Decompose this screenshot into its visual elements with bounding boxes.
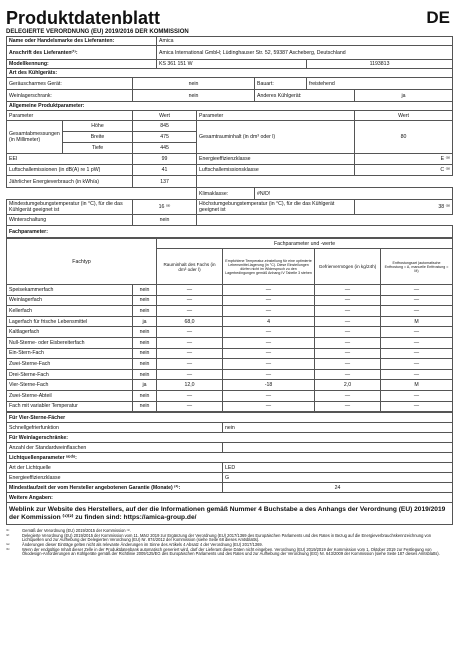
energy-class-label: Energieeffizienzklasse [197, 154, 355, 165]
height-label: Höhe [63, 121, 133, 132]
winter-row [7, 215, 453, 226]
compartment-present: nein [133, 306, 157, 317]
compartment-present: nein [133, 390, 157, 401]
compartment-section-title: Fachparameter: [7, 226, 453, 238]
compartment-row [7, 306, 453, 317]
other-label: Anderes Kühlgerät: [255, 90, 355, 102]
more-info-label: Weitere Angaben: [7, 493, 453, 503]
light-class-row [7, 473, 453, 483]
page-title: Produktdatenblatt [6, 8, 161, 28]
volume-value: 80 [355, 121, 453, 154]
winter-value: nein [133, 215, 197, 226]
compartment-defrost-type: — [381, 348, 453, 359]
compartment-type-header: Fachtyp [7, 239, 157, 285]
height-row [7, 121, 453, 132]
footnote-text: Delegierte Verordnung (EU) 2019/2015 der Kommission vom 11. März 2019 zur Ergänzung der Verordnung (EU) 2017/1369 des Europäischen Parlaments und des Rates in Bezug auf die Energieverbrauchskennzeichnung von Lichtquellen und zur Aufhebung der Delegierten Verordnung (EU) Nr. 874/2012 der Kommission (siehe Seite 68 dieses Amtsblatts). [22, 532, 432, 543]
compartment-temperature: 4 [223, 316, 315, 327]
compartment-name: Vier-Sterne-Fach [7, 380, 133, 391]
noise-class-value: C ⁽ᵃ⁾ [355, 165, 453, 176]
general-section-title: Allgemeine Produktparameter: [7, 102, 453, 111]
compartment-temperature: — [223, 369, 315, 380]
compartment-row [7, 285, 453, 296]
compartment-temperature: — [223, 337, 315, 348]
compartment-name: Kellerfach [7, 306, 133, 317]
bottle-count-label: Anzahl der Standardweinflaschen [7, 443, 223, 453]
value-header-2: Wert [355, 111, 453, 121]
bottle-count-row [7, 443, 453, 453]
min-temp-label: Mindestumgebungstemperatur (in °C), für die das Kühlgerät geeignet ist [7, 200, 133, 215]
compartment-defrost-type: M [381, 316, 453, 327]
climate-label: Klimaklasse: [197, 188, 255, 200]
compartment-volume: — [157, 285, 223, 296]
compartment-present: nein [133, 348, 157, 359]
four-star-section-title: Für Vier-Sterne-Fächer [7, 413, 453, 423]
climate-row-empty [7, 188, 197, 200]
winter-label: Winterschaltung [7, 215, 133, 226]
compartment-name: Weinlagerfach [7, 295, 133, 306]
compartment-temperature: — [223, 285, 315, 296]
compartment-defrost-type: — [381, 401, 453, 412]
climate-row [7, 188, 453, 200]
compartment-freezing-capacity: — [315, 306, 381, 317]
type-section-row [7, 69, 453, 78]
compartment-present: ja [133, 380, 157, 391]
compartment-section-row [7, 226, 453, 238]
compartment-freezing-capacity: — [315, 401, 381, 412]
light-section-title: Lichtquellenparameter ⁽ᵃ⁾⁽ᵇ⁾: [7, 453, 453, 463]
height-value: 845 [133, 121, 197, 132]
footnote-marker: ⁽¹⁾ [6, 528, 10, 534]
wine-section-row [7, 433, 453, 443]
compartment-defrost-type: M [381, 380, 453, 391]
max-temp-label: Höchstumgebungstemperatur (in °C), für die das Kühlgerät geeignet ist [197, 200, 355, 215]
noise-value: 41 [133, 165, 197, 176]
compartment-present: nein [133, 401, 157, 412]
quick-freeze-row [7, 423, 453, 433]
supplier-name-value: Amica [157, 37, 453, 46]
regulation-subtitle: DELEGIERTE VERORDNUNG (EU) 2019/2016 DER KOMMISSION [6, 29, 189, 35]
model-row [7, 60, 453, 69]
language-code: DE [426, 8, 450, 27]
wine-section-title: Für Weinlagerschränke: [7, 433, 453, 443]
light-section-row [7, 453, 453, 463]
weblink-row [7, 503, 453, 525]
param-header: Parameter [7, 111, 133, 121]
compartment-volume: — [157, 390, 223, 401]
noise-label: Luftschallemissionen (in dB(A) re 1 pW) [7, 165, 133, 176]
depth-label: Tiefe [63, 143, 133, 154]
supplier-address-value: Amica International GmbH; Lüdinghauser Str. 52, 59387 Ascheberg, Deutschland [157, 46, 453, 60]
footnotes [6, 529, 452, 557]
compartment-freeze-header: Gefriervermögen (in kg/24h) [315, 249, 381, 285]
compartment-group-header-row [7, 239, 453, 249]
four-star-section-row [7, 413, 453, 423]
more-info-row [7, 493, 453, 503]
eei-row [7, 154, 453, 165]
compartment-freezing-capacity: — [315, 359, 381, 370]
footnote-text: Gemäß der Verordnung (EU) 2019/2015 der Kommission ⁽¹⁾. [22, 528, 132, 534]
compartment-name: Speisekammerfach [7, 285, 133, 296]
compartment-temperature: — [223, 401, 315, 412]
compartment-row [7, 401, 453, 412]
model-label: Modellkennung: [7, 60, 157, 69]
width-value: 475 [133, 132, 197, 143]
energy-class-value: E ⁽ᵃ⁾ [355, 154, 453, 165]
compartment-temperature: — [223, 359, 315, 370]
compartment-row [7, 327, 453, 338]
compartment-row [7, 337, 453, 348]
energy-row-empty [197, 176, 453, 188]
compartment-freezing-capacity: — [315, 337, 381, 348]
compartment-table [6, 238, 453, 412]
footnote-marker: ⁽ᵇ⁾ [6, 546, 10, 552]
compartment-freezing-capacity: — [315, 316, 381, 327]
value-header: Wert [133, 111, 197, 121]
compartment-volume-header: Rauminhalt des Fachs (in dm³ oder l) [157, 249, 223, 285]
compartment-row [7, 348, 453, 359]
width-label: Breite [63, 132, 133, 143]
compartment-freezing-capacity: — [315, 348, 381, 359]
compartment-defrost-type: — [381, 337, 453, 348]
compartment-volume: — [157, 359, 223, 370]
guarantee-row [7, 483, 453, 493]
bottle-count-value [223, 443, 453, 453]
compartment-volume: — [157, 348, 223, 359]
product-datasheet [6, 8, 452, 557]
compartment-present: nein [133, 337, 157, 348]
light-class-label: Energieeffizienzklasse [7, 473, 223, 483]
compartment-temperature: — [223, 390, 315, 401]
guarantee-label: Mindestlaufzeit der vom Hersteller angebotenen Garantie (Monate) ⁽²⁾: [7, 483, 223, 493]
supplier-address-row [7, 46, 453, 60]
compartment-defrost-type: — [381, 295, 453, 306]
depth-value: 445 [133, 143, 197, 154]
compartment-row [7, 369, 453, 380]
design-label: Bauart: [255, 78, 307, 90]
compartment-temperature: -18 [223, 380, 315, 391]
footnote-marker: ⁽ᵃ⁾ [6, 541, 10, 547]
noise-class-label: Luftschallemissionsklasse [197, 165, 355, 176]
compartment-freezing-capacity: — [315, 327, 381, 338]
compartment-row [7, 359, 453, 370]
compartment-present: nein [133, 285, 157, 296]
min-temp-value: 16 ⁽ᵃ⁾ [133, 200, 197, 215]
quiet-label: Geräuscharmes Gerät: [7, 78, 133, 90]
wine-cabinet-row [7, 90, 453, 102]
compartment-row [7, 390, 453, 401]
energy-row [7, 176, 453, 188]
compartment-volume: — [157, 327, 223, 338]
light-type-value: LED [223, 463, 453, 473]
compartment-name: Lagerfach für frische Lebensmittel [7, 316, 133, 327]
compartment-defrost-header: Entfrostungsart (automatische Entfrostung = A, manuelle Entfrostung = M) [381, 249, 453, 285]
footnote-text: Wenn der endgültige Inhalt dieser Zelle in der Produktdatenbank automatisch generiert wird, darf der Lieferant diese Daten nicht eingeben. Verordnung (EU) 2019/2019 der Kommission vom 1. Oktober 2019 zur Festlegung von Ökodesign-Anforderungen an Kühlgeräte gemäß der Richtlinie 2009/125/EG des Europäischen Parlaments und des Rates und zur Aufhebung der Verordnung (EG) Nr. 643/2009 der Kommission (siehe Seite 187 dieses Amtsblatts). [22, 546, 440, 557]
model-value: KS 361 151 W [157, 60, 307, 69]
winter-row-empty [197, 215, 453, 226]
footnote [6, 548, 452, 557]
max-temp-value: 38 ⁽ᵃ⁾ [355, 200, 453, 215]
light-type-row [7, 463, 453, 473]
compartment-temp-header: Empfohlene Temperatur-einstellung für eine optimierte Lebensmittel-lagerung (in °C). Diese Einstellungen dürfen nicht im Widerspruch zu den Lagerbedingungen gemäß Anhang IV Tabelle 3 stehen [223, 249, 315, 285]
compartment-freezing-capacity: — [315, 285, 381, 296]
datasheet-table-top [6, 36, 453, 238]
eei-label: EEI [7, 154, 133, 165]
compartment-row [7, 380, 453, 391]
guarantee-value: 24 [223, 483, 453, 493]
design-value: freistehend [307, 78, 453, 90]
energy-label: Jährlicher Energieverbrauch (in kWh/a) [7, 176, 133, 188]
compartment-defrost-type: — [381, 327, 453, 338]
compartment-name: Zwei-Sterne-Fach [7, 359, 133, 370]
type-section-title: Art des Kühlgeräts: [7, 69, 453, 78]
compartment-rows [7, 285, 453, 412]
compartment-freezing-capacity: — [315, 295, 381, 306]
header [6, 8, 452, 34]
other-value: ja [355, 90, 453, 102]
supplier-name-label: Name oder Handelsmarke des Lieferanten: [7, 37, 157, 46]
compartment-row [7, 316, 453, 327]
compartment-present: nein [133, 295, 157, 306]
compartment-name: Null-Sterne- oder Eisbereiterfach [7, 337, 133, 348]
wine-value: nein [133, 90, 255, 102]
temperature-row [7, 200, 453, 215]
compartment-defrost-type: — [381, 359, 453, 370]
compartment-temperature: — [223, 295, 315, 306]
compartment-present: ja [133, 316, 157, 327]
compartment-present: nein [133, 327, 157, 338]
footnote-text: Änderungen dieser Einträge gelten nicht als relevante Änderungen im Sinne des Artikels 4 Absatz 4 der Verordnung (EU) 2017/1369. [22, 541, 263, 547]
light-class-value: G [223, 473, 453, 483]
eei-value: 99 [133, 154, 197, 165]
compartment-name: Zwei-Sterne-Abteil [7, 390, 133, 401]
general-header-row [7, 111, 453, 121]
param-header-2: Parameter [197, 111, 355, 121]
model-number: 1193813 [307, 60, 453, 69]
footnote-marker: ⁽²⁾ [6, 532, 10, 538]
compartment-volume: — [157, 306, 223, 317]
supplier-name-row [7, 37, 453, 46]
compartment-row [7, 295, 453, 306]
compartment-defrost-type: — [381, 369, 453, 380]
compartment-name: Drei-Sterne-Fach [7, 369, 133, 380]
compartment-name: Kaltlagerfach [7, 327, 133, 338]
wine-label: Weinlagerschrank: [7, 90, 133, 102]
compartment-defrost-type: — [381, 306, 453, 317]
quick-freeze-value: nein [223, 423, 453, 433]
noise-row [7, 165, 453, 176]
compartment-volume: — [157, 401, 223, 412]
energy-value: 137 [133, 176, 197, 188]
compartment-volume: 12,0 [157, 380, 223, 391]
compartment-name: Fach mit variabler Temperatur [7, 401, 133, 412]
compartment-temperature: — [223, 327, 315, 338]
compartment-volume: — [157, 295, 223, 306]
light-type-label: Art der Lichtquelle [7, 463, 223, 473]
compartment-present: nein [133, 369, 157, 380]
datasheet-table-bottom [6, 412, 453, 525]
compartment-volume: 68,0 [157, 316, 223, 327]
compartment-volume: — [157, 337, 223, 348]
compartment-freezing-capacity: — [315, 369, 381, 380]
climate-value: #N/D! [255, 188, 453, 200]
dimensions-label: Gesamtabmessungen (in Millimeter) [7, 121, 63, 154]
compartment-group-header: Fachparameter und -werte [157, 239, 453, 249]
compartment-name: Ein-Stern-Fach [7, 348, 133, 359]
compartment-defrost-type: — [381, 390, 453, 401]
compartment-temperature: — [223, 348, 315, 359]
volume-label: Gesamtrauminhalt (in dm³ oder l) [197, 121, 355, 154]
compartment-freezing-capacity: — [315, 390, 381, 401]
compartment-present: nein [133, 359, 157, 370]
compartment-volume: — [157, 369, 223, 380]
compartment-freezing-capacity: 2,0 [315, 380, 381, 391]
compartment-temperature: — [223, 306, 315, 317]
quiet-row [7, 78, 453, 90]
quiet-value: nein [133, 78, 255, 90]
compartment-defrost-type: — [381, 285, 453, 296]
quick-freeze-label: Schnellgefrierfunktion [7, 423, 223, 433]
weblink-text[interactable]: Weblink zur Website des Herstellers, auf der die Informationen gemäß Nummer 4 Buchstabe a des Anhangs der Verordnung (EU) 2019/2019 der Kommission ⁽¹⁾⁽²⁾ zu finden sind: https://amica-group.de/ [7, 503, 453, 525]
general-section-row [7, 102, 453, 111]
supplier-address-label: Anschrift des Lieferanten⁽¹⁾: [7, 46, 157, 60]
